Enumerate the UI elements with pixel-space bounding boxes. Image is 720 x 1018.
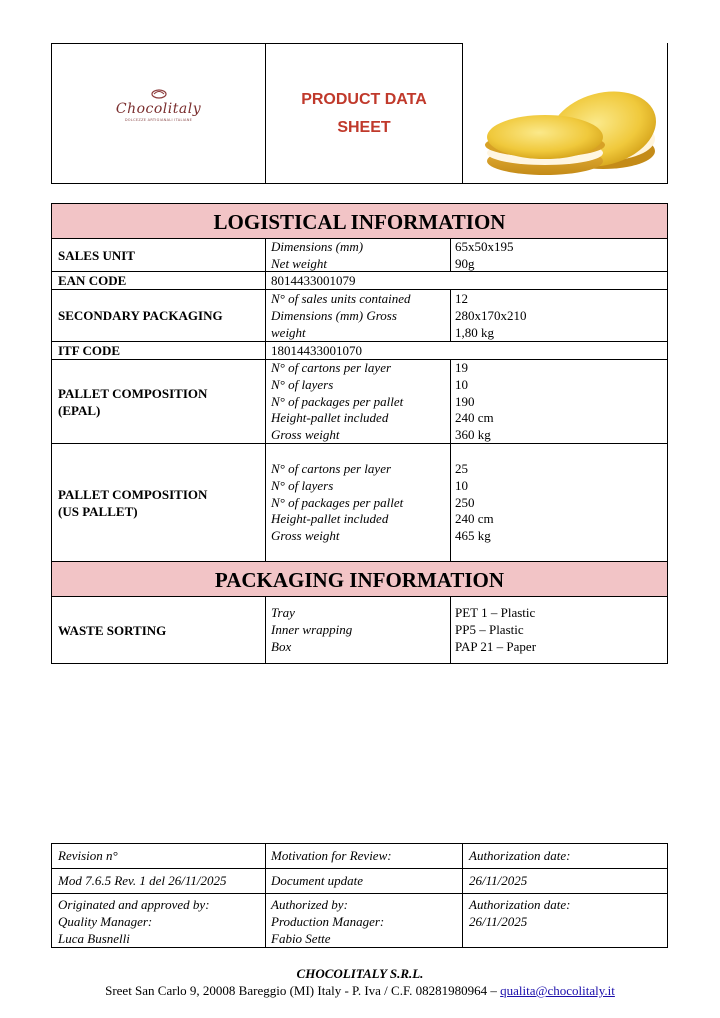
- logo: [52, 88, 265, 138]
- footer-company: CHOCOLITALY S.R.L.: [296, 966, 424, 981]
- header-logo-cell: [51, 43, 266, 184]
- ean-label-cell: [51, 271, 266, 290]
- sales-unit-value: 90g: [455, 255, 475, 271]
- authdate-header: Authorization date:: [469, 848, 571, 863]
- secondary-prop: Dimensions (mm) Gross: [271, 307, 397, 323]
- waste-value: PET 1 – Plastic: [455, 605, 536, 620]
- page-title-line2: SHEET: [337, 119, 391, 136]
- sales-unit-values-cell: [450, 238, 668, 272]
- secondary-value: 280x170x210: [455, 307, 527, 323]
- pallet-epal-value: 240 cm: [455, 410, 494, 426]
- pallet-epal-values-cell: [450, 359, 668, 444]
- pallet-us-prop: Gross weight: [271, 528, 340, 544]
- waste-label: WASTE SORTING: [58, 623, 167, 638]
- pallet-us-value: 240 cm: [455, 511, 494, 527]
- waste-prop: Box: [271, 638, 292, 654]
- pallet-us-prop: N° of layers: [271, 477, 334, 493]
- pallet-epal-value: 190: [455, 393, 475, 409]
- itf-label: ITF CODE: [58, 343, 120, 358]
- authdate-value-cell: [462, 868, 668, 894]
- pallet-us-value: 10: [455, 477, 468, 493]
- pallet-epal-prop: N° of layers: [271, 376, 334, 392]
- authdate-value: 26/11/2025: [469, 873, 528, 888]
- ean-value-cell: [265, 271, 668, 290]
- pallet-us-props-cell: [265, 443, 451, 562]
- authorized-line: Fabio Sette: [271, 930, 331, 946]
- section-logistical-title-text: LOGISTICAL INFORMATION: [213, 210, 506, 234]
- motivation-value-cell: [265, 868, 463, 894]
- revision-header: Revision n°: [58, 848, 118, 863]
- section-logistical-title: [51, 203, 668, 239]
- motivation-value: Document update: [271, 873, 364, 888]
- itf-value: 18014433001070: [271, 343, 362, 358]
- originated-cell: [51, 893, 266, 948]
- authdate2-cell: [462, 893, 668, 948]
- originated-line: Originated and approved by:: [58, 897, 210, 912]
- pallet-us-value: 25: [455, 461, 468, 476]
- sales-unit-prop: Net weight: [271, 255, 327, 271]
- ean-label: EAN CODE: [58, 273, 127, 288]
- sales-unit-props-cell: [265, 238, 451, 272]
- pallet-epal-label: PALLET COMPOSITION: [58, 386, 208, 401]
- footer-email-link[interactable]: qualita@chocolitaly.it: [500, 983, 615, 998]
- secondary-label: SECONDARY PACKAGING: [58, 308, 223, 323]
- pallet-epal-label-sub: (EPAL): [58, 403, 101, 418]
- pallet-epal-value: 19: [455, 360, 468, 375]
- secondary-value: 12: [455, 291, 468, 306]
- itf-value-cell: [265, 341, 668, 360]
- waste-value: PP5 – Plastic: [455, 621, 524, 637]
- waste-values-cell: [450, 596, 668, 664]
- pallet-epal-label-cell: [51, 359, 266, 444]
- pallet-us-prop: Height-pallet included: [271, 511, 389, 527]
- authdate-header-cell: [462, 843, 668, 869]
- pallet-us-prop: N° of cartons per layer: [271, 461, 392, 476]
- pallet-epal-prop: Height-pallet included: [271, 410, 389, 426]
- pallet-us-label-sub: (US PALLET): [58, 504, 138, 519]
- footer-address-line: [0, 983, 720, 999]
- secondary-value: 1,80 kg: [455, 324, 494, 340]
- waste-label-cell: [51, 596, 266, 664]
- pallet-epal-prop: N° of cartons per layer: [271, 360, 392, 375]
- authorized-line: Production Manager:: [271, 913, 385, 929]
- waste-props-cell: [265, 596, 451, 664]
- authorized-line: Authorized by:: [271, 897, 348, 912]
- authdate2-line: Authorization date:: [469, 897, 571, 912]
- header-title-cell: [265, 43, 463, 184]
- pallet-us-label: PALLET COMPOSITION: [58, 487, 208, 502]
- header-image-cell: [462, 43, 668, 184]
- section-packaging-title-text: PACKAGING INFORMATION: [214, 568, 505, 592]
- waste-prop: Tray: [271, 605, 295, 620]
- ean-value: 8014433001079: [271, 273, 356, 288]
- pallet-us-value: 465 kg: [455, 528, 491, 544]
- revision-value: Mod 7.6.5 Rev. 1 del 26/11/2025: [58, 873, 227, 888]
- pallet-us-prop: N° of packages per pallet: [271, 494, 404, 510]
- originated-line: Quality Manager:: [58, 913, 153, 929]
- sales-unit-prop: Dimensions (mm): [271, 239, 364, 254]
- footer-address: Sreet San Carlo 9, 20008 Bareggio (MI) Italy - P. Iva / C.F. 08281980964 –: [105, 983, 497, 998]
- logo-subtext: DOLCEZZE ARTIGIANALI ITALIANE: [124, 118, 193, 122]
- secondary-label-cell: [51, 289, 266, 342]
- originated-line: Luca Busnelli: [58, 930, 130, 946]
- waste-prop: Inner wrapping: [271, 621, 353, 637]
- revision-value-cell: [51, 868, 266, 894]
- waste-value: PAP 21 – Paper: [455, 638, 537, 654]
- revision-header-cell: [51, 843, 266, 869]
- secondary-prop: weight: [271, 324, 306, 340]
- motivation-header-cell: [265, 843, 463, 869]
- page-title-line1: PRODUCT DATA: [301, 91, 427, 108]
- logo-text: Chocolitaly: [115, 101, 202, 117]
- itf-label-cell: [51, 341, 266, 360]
- authorized-cell: [265, 893, 463, 948]
- section-packaging-title: [51, 561, 668, 597]
- pallet-epal-value: 360 kg: [455, 427, 491, 443]
- sales-unit-label-cell: [51, 238, 266, 272]
- pallet-epal-prop: N° of packages per pallet: [271, 393, 404, 409]
- secondary-prop: N° of sales units contained: [271, 291, 411, 306]
- pallet-us-value: 250: [455, 494, 475, 510]
- pallet-epal-value: 10: [455, 376, 468, 392]
- pallet-epal-prop: Gross weight: [271, 427, 340, 443]
- secondary-values-cell: [450, 289, 668, 342]
- pallet-us-label-cell: [51, 443, 266, 562]
- secondary-props-cell: [265, 289, 451, 342]
- sales-unit-value: 65x50x195: [455, 239, 514, 254]
- authdate2-line: 26/11/2025: [469, 913, 528, 929]
- macaron-image: [465, 43, 665, 182]
- motivation-header: Motivation for Review:: [271, 848, 392, 863]
- pallet-us-values-cell: [450, 443, 668, 562]
- sales-unit-label: SALES UNIT: [58, 248, 135, 263]
- logo-swirl-icon: [149, 88, 169, 100]
- pallet-epal-props-cell: [265, 359, 451, 444]
